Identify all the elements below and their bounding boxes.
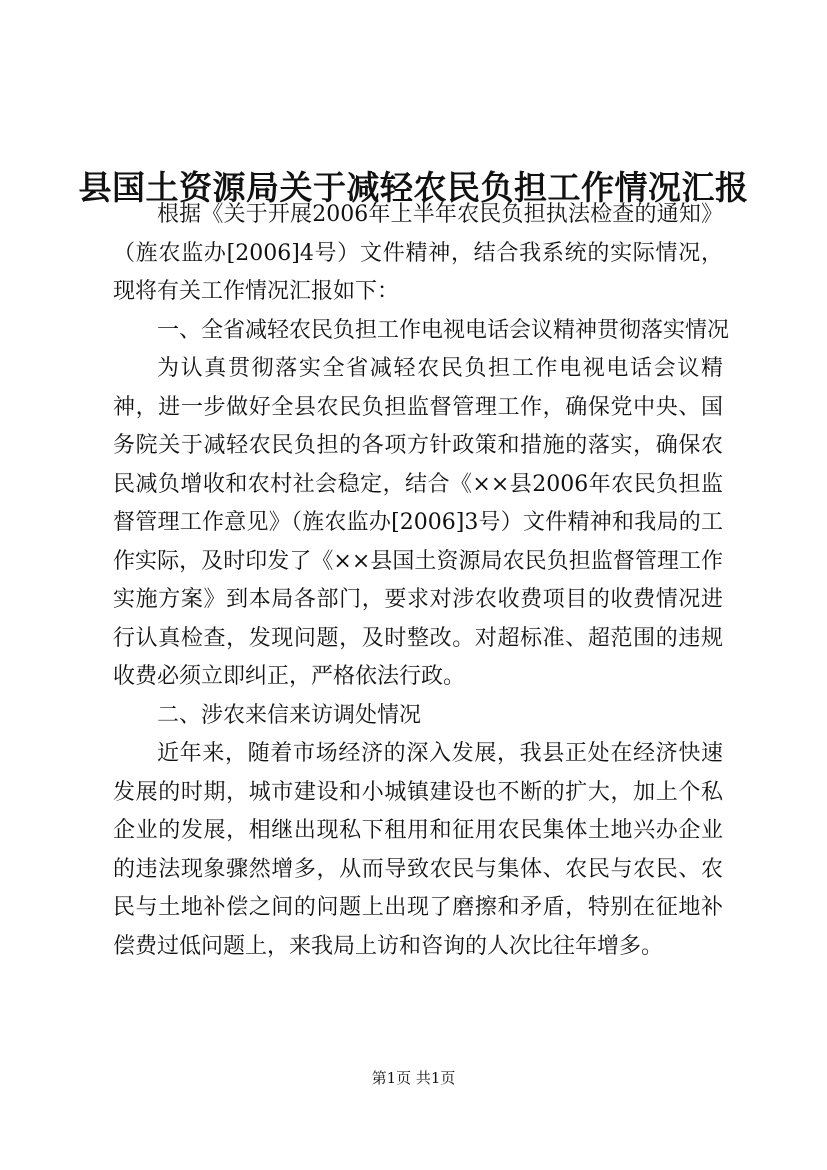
section-1-paragraph: 为认真贯彻落实全省减轻农民负担工作电视电话会议精神，进一步做好全县农民负担监督管理工作，确保党中央、国务院关于减轻农民负担的各项方针政策和措施的落实，确保农民减负增收和农村社会稳定，结合《××县2006年农民负担监督管理工作意见》（旌农监办[2006]3号）文件精神和我局的工作实际，及时印发了《××县国土资源局农民负担监督管理工作实施方案》到本局各部门，要求对涉农收费项目的收费情况进行认真检查，发现问题，及时整改。对超标准、超范围的违规收费必须立即纠正，严格依法行政。	[113, 356, 723, 689]
page-footer: 第1页 共1页	[371, 1069, 456, 1087]
intro-paragraph: 根据《关于开展2006年上半年农民负担执法检查的通知》（旌农监办[2006]4号）文件精神，结合我系统的实际情况，现将有关工作情况汇报如下：	[113, 202, 723, 304]
document-title: 县国土资源局关于减轻农民负担工作情况汇报	[78, 168, 749, 208]
section-2-paragraph: 近年来，随着市场经济的深入发展，我县正处在经济快速发展的时期，城市建设和小城镇建设也不断的扩大，加上个私企业的发展，相继出现私下租用和征用农民集体土地兴办企业的违法现象骤然增多，从而导致农民与集体、农民与农民、农民与土地补偿之间的问题上出现了磨擦和矛盾，特别在征地补偿费过低问题上，来我局上访和咨询的人次比往年增多。	[113, 741, 723, 959]
section-heading-1: 一、全省减轻农民负担工作电视电话会议精神贯彻落实情况	[157, 317, 730, 343]
section-heading-2: 二、涉农来信来访调处情况	[157, 702, 422, 728]
document-body	[113, 196, 730, 966]
